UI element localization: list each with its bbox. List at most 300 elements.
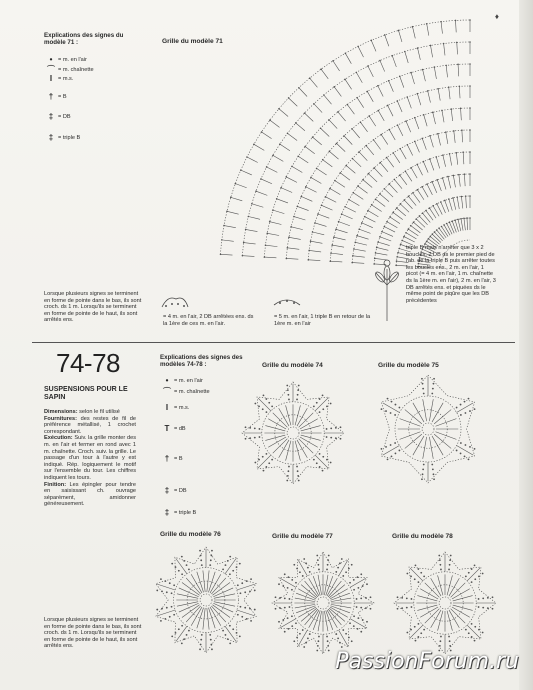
- fan-dot: [423, 114, 425, 116]
- fan-dot: [297, 206, 299, 208]
- motif-chain: [244, 591, 246, 593]
- fan-stitch: [406, 121, 411, 132]
- fan-dot: [368, 115, 370, 117]
- motif-chain: [275, 608, 277, 610]
- motif-chain: [345, 571, 347, 573]
- motif-stitch: [197, 608, 204, 629]
- note71-left: Lorsque plusieurs signes se terminent en forme de pointe dans le bas, ils sont croch. ds 1 m. Lorsqu'ils se terminent en forme de pointe de le haut, ils sont arrêtés ens.: [44, 291, 142, 324]
- fan-stitch: [256, 191, 267, 195]
- fan-stitch: [456, 20, 457, 32]
- motif-chain: [181, 556, 183, 558]
- fan-dot: [357, 46, 359, 48]
- motif-stitch: [208, 572, 215, 593]
- motif-point-stitch: [410, 625, 423, 638]
- motif-chain: [183, 560, 185, 562]
- fan-dot: [356, 97, 358, 99]
- motif-chain: [474, 408, 476, 410]
- fan-dot: [412, 192, 414, 194]
- fan-stitch: [385, 35, 389, 46]
- fan-dot: [336, 143, 338, 145]
- fan-dot: [379, 162, 381, 164]
- fan-dot: [401, 240, 403, 242]
- fan-stitch: [374, 140, 381, 150]
- fan-dot: [410, 225, 412, 227]
- motif-chain: [418, 623, 420, 625]
- motif-chain: [399, 450, 401, 452]
- motif-chain: [211, 648, 213, 650]
- motif-chain: [330, 427, 332, 429]
- fan-stitch: [415, 118, 419, 129]
- fan-dot: [388, 183, 390, 185]
- instr-finition: Finition: Les épingler pour tendre en saisissant ch. ouvrage séparément, amidonner généreusement.: [44, 481, 136, 508]
- fan-dot: [440, 201, 442, 203]
- note-bottom: Lorsque plusieurs signes se terminent en forme de pointe dans le bas, ils sont croch. ds 1 m. Lorsqu'ils se terminent en forme de pointe de le haut, ils sont arrêtés ens.: [44, 617, 142, 650]
- motif-chain: [319, 453, 321, 455]
- fan-dot: [469, 195, 471, 197]
- motif-chain: [360, 607, 362, 609]
- motif-chain: [201, 634, 203, 636]
- motif-chain: [188, 568, 190, 570]
- motif-chain: [340, 426, 342, 428]
- motif-chain: [178, 570, 180, 572]
- motif-chain: [279, 597, 281, 599]
- motif-chain: [178, 628, 180, 630]
- fan-stitch: [262, 132, 272, 139]
- grid77-diagram: [268, 548, 378, 658]
- fan-dot: [416, 164, 418, 166]
- fan-stitch: [459, 175, 460, 187]
- motif-chain: [327, 559, 329, 561]
- fan-dot: [248, 216, 250, 218]
- fan-stitch: [415, 141, 420, 152]
- motif-chain: [287, 617, 289, 619]
- fan-stitch: [314, 104, 322, 113]
- fan-dot: [427, 90, 429, 92]
- motif-chain: [254, 403, 256, 405]
- motif-chain: [173, 584, 175, 586]
- fan-stitch: [294, 217, 305, 220]
- fan-dot: [380, 134, 382, 136]
- fan-dot: [329, 260, 331, 262]
- motif-chain: [262, 456, 264, 458]
- motif-chain: [406, 597, 408, 599]
- fan-stitch: [340, 173, 350, 180]
- fan-stitch: [264, 257, 276, 258]
- motif-stitch: [423, 399, 427, 421]
- motif-chain: [328, 555, 330, 557]
- treble-crochet-icon: ‡: [164, 486, 170, 495]
- motif-chain: [387, 458, 389, 460]
- motif-chain: [229, 642, 231, 644]
- motif-chain: [181, 625, 183, 627]
- fan-dot: [354, 242, 356, 244]
- fan-dot: [269, 221, 271, 223]
- motif-stitch: [300, 437, 318, 447]
- grid77-title: Grille du modèle 77: [272, 533, 333, 540]
- motif-chain: [349, 622, 351, 624]
- fan-dot: [223, 225, 225, 227]
- motif-chain: [268, 462, 270, 464]
- fan-dot: [406, 96, 408, 98]
- motif-chain: [156, 609, 158, 611]
- fan-dot: [388, 129, 390, 131]
- fan-stitch: [291, 227, 303, 230]
- motif-chain: [478, 629, 480, 631]
- fan-dot: [335, 229, 337, 231]
- fan-stitch: [360, 122, 367, 132]
- half-double-icon: T: [164, 424, 170, 433]
- motif-chain: [302, 629, 304, 631]
- fan-stitch: [397, 208, 406, 216]
- fan-stitch: [273, 155, 283, 161]
- fan-stitch: [451, 109, 452, 121]
- motif-chain: [397, 608, 399, 610]
- fan-dot: [329, 188, 331, 190]
- motif-chain: [449, 564, 451, 566]
- legend71-row-chain: • = m. en l'air: [44, 55, 87, 64]
- motif-chain: [351, 564, 353, 566]
- fan-stitch: [408, 196, 416, 205]
- motif-stitch: [432, 403, 443, 422]
- motif-chain: [297, 389, 299, 391]
- motif-chain: [289, 606, 291, 608]
- instructions: [44, 409, 136, 508]
- fan-stitch: [355, 242, 367, 245]
- fan-dot: [460, 107, 462, 109]
- fan-stitch: [241, 170, 252, 175]
- fan-stitch: [404, 237, 415, 242]
- motif-chain: [357, 576, 359, 578]
- fan-stitch: [450, 154, 452, 166]
- motif-chain: [298, 385, 300, 387]
- fan-stitch: [266, 245, 278, 246]
- motif-chain: [265, 466, 267, 468]
- fan-dot: [325, 196, 327, 198]
- fan-dot: [384, 34, 386, 36]
- motif-chain: [199, 550, 201, 552]
- fan-stitch: [382, 232, 393, 237]
- motif-chain: [279, 607, 281, 609]
- fan-stitch: [434, 67, 436, 79]
- fan-dot: [377, 110, 379, 112]
- fan-dot: [431, 233, 433, 235]
- fan-arc: [242, 42, 470, 256]
- fan-dot: [329, 151, 331, 153]
- instr-fournitures: Fournitures: des restes de fil de préférence métallisé, 1 crochet correspondant.: [44, 415, 136, 435]
- fan-stitch: [459, 86, 460, 98]
- motif-chain: [468, 398, 470, 400]
- motif-stitch: [413, 403, 424, 422]
- motif-chain: [211, 550, 213, 552]
- fan-dot: [288, 236, 290, 238]
- picot-motif-icon: [272, 295, 302, 311]
- motif-chain: [171, 636, 173, 638]
- motif-chain: [210, 639, 212, 641]
- motif-chain: [339, 562, 341, 564]
- motif-stitch: [203, 608, 205, 630]
- fan-stitch: [261, 179, 272, 184]
- fan-dot: [426, 183, 428, 185]
- motif-chain: [420, 632, 422, 634]
- fan-stitch: [287, 248, 299, 249]
- fan-dot: [421, 138, 423, 140]
- motif-chain: [465, 576, 467, 578]
- fan-dot: [435, 156, 437, 158]
- fan-stitch: [321, 128, 330, 136]
- motif-chain: [450, 555, 452, 557]
- motif-chain: [422, 388, 424, 390]
- motif-chain: [471, 623, 473, 625]
- motif-chain: [240, 606, 242, 608]
- fan-stitch: [347, 105, 354, 115]
- fan-stitch: [443, 155, 446, 167]
- fan-dot: [333, 86, 335, 88]
- motif-chain: [465, 629, 467, 631]
- fan-stitch: [400, 76, 404, 87]
- motif-chain: [236, 566, 238, 568]
- fan-dot: [379, 236, 381, 238]
- motif-point-stitch: [258, 398, 271, 411]
- motif-chain: [175, 632, 177, 634]
- motif-chain: [415, 564, 417, 566]
- motif-chain: [353, 625, 355, 627]
- fan-dot: [373, 167, 375, 169]
- fan-stitch: [324, 95, 332, 104]
- fan-dot: [246, 156, 248, 158]
- motif-chain: [464, 401, 466, 403]
- motif-chain: [322, 408, 324, 410]
- fan-dot: [422, 212, 424, 214]
- fan-stitch: [380, 237, 391, 241]
- fan-arc: [330, 130, 470, 261]
- fan-dot: [345, 165, 347, 167]
- fan-stitch: [390, 217, 400, 224]
- fan-dot: [422, 69, 424, 71]
- fan-stitch: [439, 228, 446, 238]
- motif-chain: [287, 587, 289, 589]
- fan-stitch: [310, 78, 318, 87]
- fan-stitch: [353, 256, 365, 257]
- section-number: 74-78: [56, 348, 120, 378]
- fan-dot: [386, 221, 388, 223]
- motif-chain: [474, 578, 476, 580]
- fan-dot: [429, 207, 431, 209]
- fan-dot: [394, 179, 396, 181]
- fan-stitch: [384, 227, 395, 232]
- fan-stitch: [436, 157, 439, 168]
- motif-chain: [345, 633, 347, 635]
- fan-dot: [351, 262, 353, 264]
- fan-dot: [245, 229, 247, 231]
- fan-stitch: [336, 143, 345, 151]
- fan-stitch: [444, 225, 450, 235]
- fan-dot: [448, 198, 450, 200]
- motif-chain: [227, 638, 229, 640]
- fan-dot: [272, 209, 274, 211]
- legend74-row-db: T = dB: [160, 424, 186, 433]
- fan-dot: [469, 63, 471, 65]
- slip-stitch-icon: ⌒: [47, 65, 55, 74]
- fan-dot: [464, 173, 466, 175]
- motif-chain: [271, 406, 273, 408]
- motif-chain: [232, 570, 234, 572]
- fan-dot: [428, 238, 430, 240]
- treble-crochet-icon: ‡: [48, 112, 54, 121]
- fan-stitch: [413, 27, 416, 39]
- fan-stitch: [273, 210, 284, 213]
- motif-chain: [258, 405, 260, 407]
- fan-stitch: [411, 168, 417, 178]
- motif-chain: [303, 646, 305, 648]
- motif-chain: [431, 393, 433, 395]
- section-title: SUSPENSIONS POUR LE SAPIN: [44, 386, 128, 401]
- fan-stitch: [334, 87, 341, 97]
- motif-point-stitch: [315, 398, 328, 411]
- motif-chain: [357, 587, 359, 589]
- grid78-diagram: [390, 548, 500, 658]
- fan-dot: [367, 210, 369, 212]
- fan-stitch: [344, 136, 352, 145]
- fan-dot: [449, 153, 451, 155]
- fan-stitch: [392, 56, 396, 67]
- fan-dot: [456, 42, 458, 44]
- motif-chain: [232, 628, 234, 630]
- fan-dot: [407, 228, 409, 230]
- motif-chain: [474, 626, 476, 628]
- fan-stitch: [363, 180, 372, 188]
- motif-chain: [390, 412, 392, 414]
- motif-chain: [284, 597, 286, 599]
- motif-chain: [469, 446, 471, 448]
- motif-chain: [471, 636, 473, 638]
- motif-chain: [469, 410, 471, 412]
- fan-stitch: [356, 72, 362, 82]
- fan-dot: [235, 183, 237, 185]
- fan-dot: [314, 222, 316, 224]
- fan-stitch: [333, 61, 340, 71]
- motif-chain: [487, 607, 489, 609]
- motif-chain: [259, 428, 261, 430]
- fan-stitch: [252, 204, 263, 207]
- fan-dot: [379, 193, 381, 195]
- motif-chain: [291, 579, 293, 581]
- motif-chain: [410, 575, 412, 577]
- motif-chain: [431, 464, 433, 466]
- motif-chain: [254, 590, 256, 592]
- fan-dot: [441, 226, 443, 228]
- motif-chain: [326, 405, 328, 407]
- motif-chain: [295, 582, 297, 584]
- fan-stitch: [338, 112, 346, 121]
- fan-dot: [429, 135, 431, 137]
- motif-chain: [422, 469, 424, 471]
- fan-stitch: [368, 174, 377, 182]
- motif-chain: [406, 607, 408, 609]
- motif-stitch: [452, 607, 470, 617]
- fan-dot: [330, 252, 332, 254]
- motif-chain: [385, 446, 387, 448]
- fan-dot: [417, 47, 419, 49]
- fan-stitch: [389, 81, 394, 92]
- fan-dot: [461, 196, 463, 198]
- motif-stitch: [186, 578, 201, 594]
- fan-dot: [360, 121, 362, 123]
- motif-chain: [239, 563, 241, 565]
- fan-stitch: [442, 227, 449, 237]
- fan-stitch: [394, 179, 402, 188]
- fan-stitch: [384, 189, 393, 197]
- fan-stitch: [246, 229, 258, 231]
- fan-dot: [431, 181, 433, 183]
- motif-point-stitch: [258, 455, 271, 468]
- motif-chain: [164, 580, 166, 582]
- motif-chain: [328, 650, 330, 652]
- fan-dot: [407, 144, 409, 146]
- fan-stitch: [235, 184, 246, 188]
- fan-dot: [242, 255, 244, 257]
- fan-dot: [331, 244, 333, 246]
- motif-chain: [286, 385, 288, 387]
- fan-stitch: [374, 168, 382, 177]
- fan-dot: [429, 158, 431, 160]
- motif-chain: [209, 564, 211, 566]
- motif-chain: [482, 607, 484, 609]
- fan-dot: [469, 217, 471, 219]
- motif-chain: [265, 398, 267, 400]
- motif-chain: [335, 427, 337, 429]
- fan-stitch: [329, 151, 338, 159]
- fan-stitch: [308, 260, 320, 261]
- fan-dot: [265, 244, 267, 246]
- motif-chain: [418, 581, 420, 583]
- fan-dot: [286, 258, 288, 260]
- triple-treble-icon: ‡: [48, 133, 54, 142]
- fan-stitch: [449, 87, 450, 99]
- fan-dot: [226, 211, 228, 213]
- motif-chain: [284, 607, 286, 609]
- fan-stitch: [437, 230, 445, 239]
- fan-stitch: [437, 180, 441, 191]
- motif-chain: [460, 414, 462, 416]
- grid74-diagram: [238, 378, 348, 488]
- fan-stitch: [430, 159, 434, 170]
- motif-chain: [295, 622, 297, 624]
- fan-stitch: [367, 91, 373, 101]
- fan-dot: [404, 51, 406, 53]
- motif-chain: [289, 598, 291, 600]
- motif-stitch: [420, 589, 438, 599]
- fan-stitch: [332, 245, 344, 247]
- fan-stitch: [464, 174, 465, 186]
- motif-chain: [161, 590, 163, 592]
- fan-stitch: [345, 79, 352, 89]
- fan-dot: [375, 198, 377, 200]
- motif-stitch: [447, 575, 452, 595]
- motif-chain: [390, 444, 392, 446]
- fan-dot: [430, 45, 432, 47]
- motif-chain: [316, 462, 318, 464]
- motif-chain: [433, 383, 435, 385]
- motif-chain: [349, 582, 351, 584]
- motif-chain: [449, 559, 451, 561]
- motif-chain: [244, 607, 246, 609]
- motif-chain: [448, 569, 450, 571]
- fan-dot: [320, 127, 322, 129]
- fan-stitch: [270, 222, 282, 225]
- fan-dot: [321, 205, 323, 207]
- fan-stitch: [393, 212, 403, 219]
- fan-stitch: [407, 97, 411, 108]
